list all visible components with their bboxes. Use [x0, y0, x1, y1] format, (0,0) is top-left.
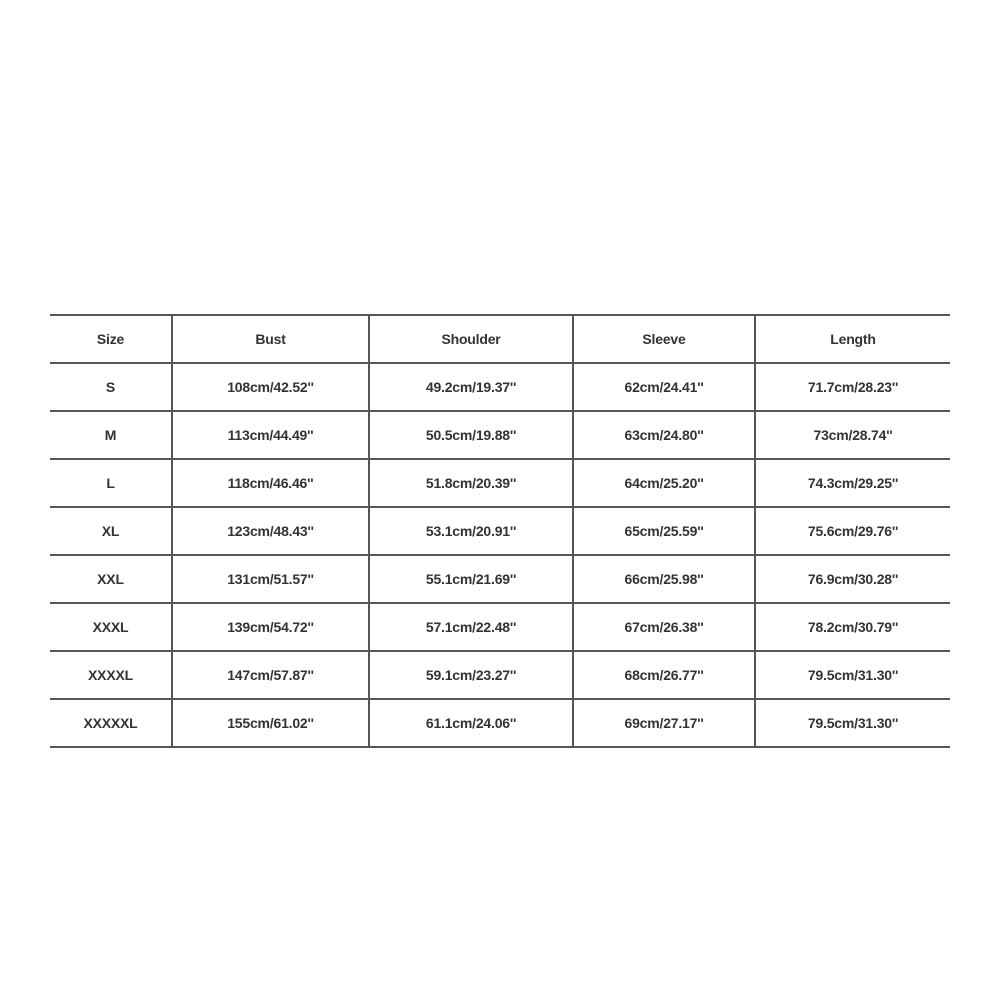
cell-sleeve: 65cm/25.59''	[573, 507, 755, 555]
cell-shoulder: 51.8cm/20.39''	[369, 459, 573, 507]
cell-bust: 108cm/42.52''	[172, 363, 369, 411]
table-row	[50, 699, 950, 747]
cell-shoulder: 50.5cm/19.88''	[369, 411, 573, 459]
cell-length: 75.6cm/29.76''	[755, 507, 950, 555]
cell-size: S	[50, 363, 172, 411]
cell-sleeve: 62cm/24.41''	[573, 363, 755, 411]
cell-shoulder: 61.1cm/24.06''	[369, 699, 573, 747]
cell-shoulder: 57.1cm/22.48''	[369, 603, 573, 651]
table-row	[50, 603, 950, 651]
cell-size: XXL	[50, 555, 172, 603]
cell-bust: 147cm/57.87''	[172, 651, 369, 699]
cell-length: 78.2cm/30.79''	[755, 603, 950, 651]
table-row	[50, 411, 950, 459]
cell-bust: 155cm/61.02''	[172, 699, 369, 747]
cell-length: 71.7cm/28.23''	[755, 363, 950, 411]
header-length: Length	[755, 315, 950, 363]
cell-size: L	[50, 459, 172, 507]
cell-sleeve: 66cm/25.98''	[573, 555, 755, 603]
cell-shoulder: 59.1cm/23.27''	[369, 651, 573, 699]
table-row	[50, 651, 950, 699]
table-row	[50, 507, 950, 555]
table-header-row	[50, 315, 950, 363]
cell-length: 76.9cm/30.28''	[755, 555, 950, 603]
cell-bust: 139cm/54.72''	[172, 603, 369, 651]
cell-shoulder: 53.1cm/20.91''	[369, 507, 573, 555]
cell-size: XXXXXL	[50, 699, 172, 747]
cell-bust: 113cm/44.49''	[172, 411, 369, 459]
cell-bust: 123cm/48.43''	[172, 507, 369, 555]
header-shoulder: Shoulder	[369, 315, 573, 363]
cell-sleeve: 63cm/24.80''	[573, 411, 755, 459]
cell-shoulder: 55.1cm/21.69''	[369, 555, 573, 603]
cell-bust: 118cm/46.46''	[172, 459, 369, 507]
cell-bust: 131cm/51.57''	[172, 555, 369, 603]
cell-sleeve: 69cm/27.17''	[573, 699, 755, 747]
cell-size: XL	[50, 507, 172, 555]
cell-sleeve: 67cm/26.38''	[573, 603, 755, 651]
header-sleeve: Sleeve	[573, 315, 755, 363]
header-bust: Bust	[172, 315, 369, 363]
cell-sleeve: 68cm/26.77''	[573, 651, 755, 699]
cell-length: 73cm/28.74''	[755, 411, 950, 459]
cell-shoulder: 49.2cm/19.37''	[369, 363, 573, 411]
cell-length: 74.3cm/29.25''	[755, 459, 950, 507]
table-row	[50, 459, 950, 507]
size-chart-table	[50, 314, 950, 748]
cell-size: XXXL	[50, 603, 172, 651]
cell-size: XXXXL	[50, 651, 172, 699]
cell-length: 79.5cm/31.30''	[755, 651, 950, 699]
cell-sleeve: 64cm/25.20''	[573, 459, 755, 507]
table-row	[50, 555, 950, 603]
cell-size: M	[50, 411, 172, 459]
cell-length: 79.5cm/31.30''	[755, 699, 950, 747]
header-size: Size	[50, 315, 172, 363]
table-row	[50, 363, 950, 411]
